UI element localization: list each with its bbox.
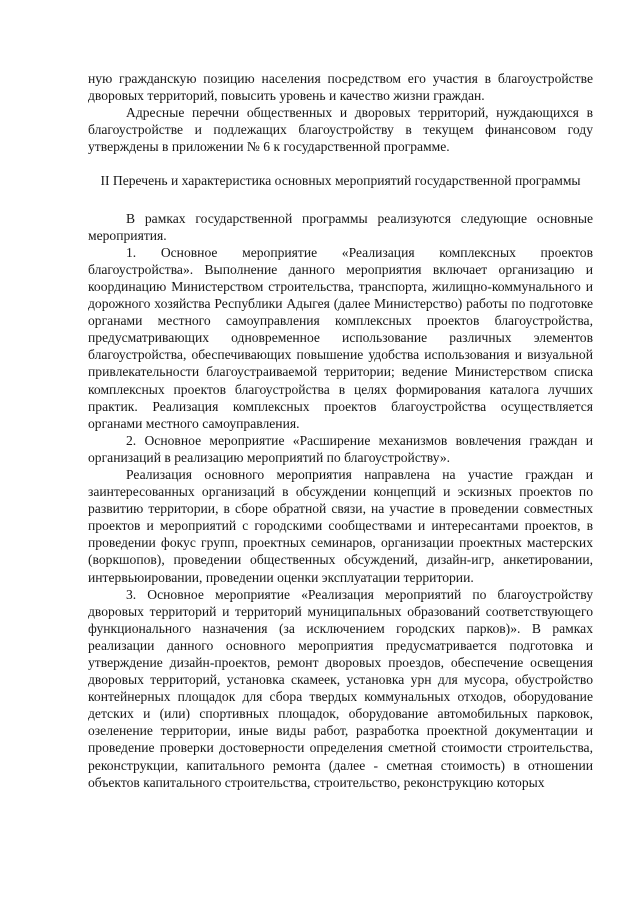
paragraph-address-lists: Адресные перечни общественных и дворовых территорий, нуждающихся в благоустройстве и подлежащих благоустройству в текущем финансовом году утверждены в приложении № 6 к государственной программе. (88, 105, 593, 155)
section-heading: II Перечень и характеристика основных мероприятий государственной программы (100, 173, 581, 189)
document-body (88, 70, 593, 791)
paragraph-measure-1: 1. Основное мероприятие «Реализация комплексных проектов благоустройства». Выполнение данного мероприятия включает организацию и координацию Министерством строительства, транспорта, жилищно-коммунального и дорожного хозяйства Республики Адыгея (далее Министерство) работы по подготовке органами местного самоуправления комплексных проектов благоустройства, предусматривающих одновременное использование различных элементов благоустройства, обеспечивающих повышение удобства использования и визуальной привлекательности благоустраиваемой территории; ведение Министерством списка комплексных проектов благоустройства в целях формирования каталога лучших практик. Реализация комплексных проектов благоустройства осуществляется органами местного самоуправления. (88, 244, 593, 431)
paragraph-measure-2-details: Реализация основного мероприятия направлена на участие граждан и заинтересованных организаций в обсуждении концепций и эскизных проектов по развитию территории, в сборе обратной связи, на участие в проведении совместных проектов и мероприятий с городскими сообществами и интересантами проектов, в проведении фокус групп, проектных семинаров, организации проектных мастерских (воркшопов), проведении общественных обсуждений, дизайн-игр, анкетировании, интервьюировании, проведении оценки эксплуатации территории. (88, 466, 593, 585)
paragraph-measure-2: 2. Основное мероприятие «Расширение механизмов вовлечения граждан и организаций в реализацию мероприятий по благоустройству». (88, 432, 593, 465)
paragraph-continuation: ную гражданскую позицию населения посредством его участия в благоустройстве дворовых территорий, повысить уровень и качество жизни граждан. (88, 71, 593, 104)
paragraph-intro: В рамках государственной программы реализуются следующие основные мероприятия. (88, 210, 593, 243)
paragraph-measure-3: 3. Основное мероприятие «Реализация мероприятий по благоустройству дворовых территорий и территорий муниципальных образований соответствующего функционального назначения (за исключением городских парков)». В рамках реализации данного основного мероприятия предусматривается подготовка и утверждение дизайн-проектов, ремонт дворовых проездов, обеспечение освещения дворовых территорий, установка скамеек, установка урн для мусора, обустройство контейнерных площадок для сбора твердых коммунальных отходов, оборудование детских и (или) спортивных площадок, оборудование автомобильных парковок, озеленение территории, иные виды работ, разработка проектной документации и проведение проверки достоверности определения сметной стоимости строительства, реконструкции, капитального ремонта (далее - сметная стоимость) в отношении объектов капитального строительства, строительство, реконструкцию которых (88, 586, 593, 790)
